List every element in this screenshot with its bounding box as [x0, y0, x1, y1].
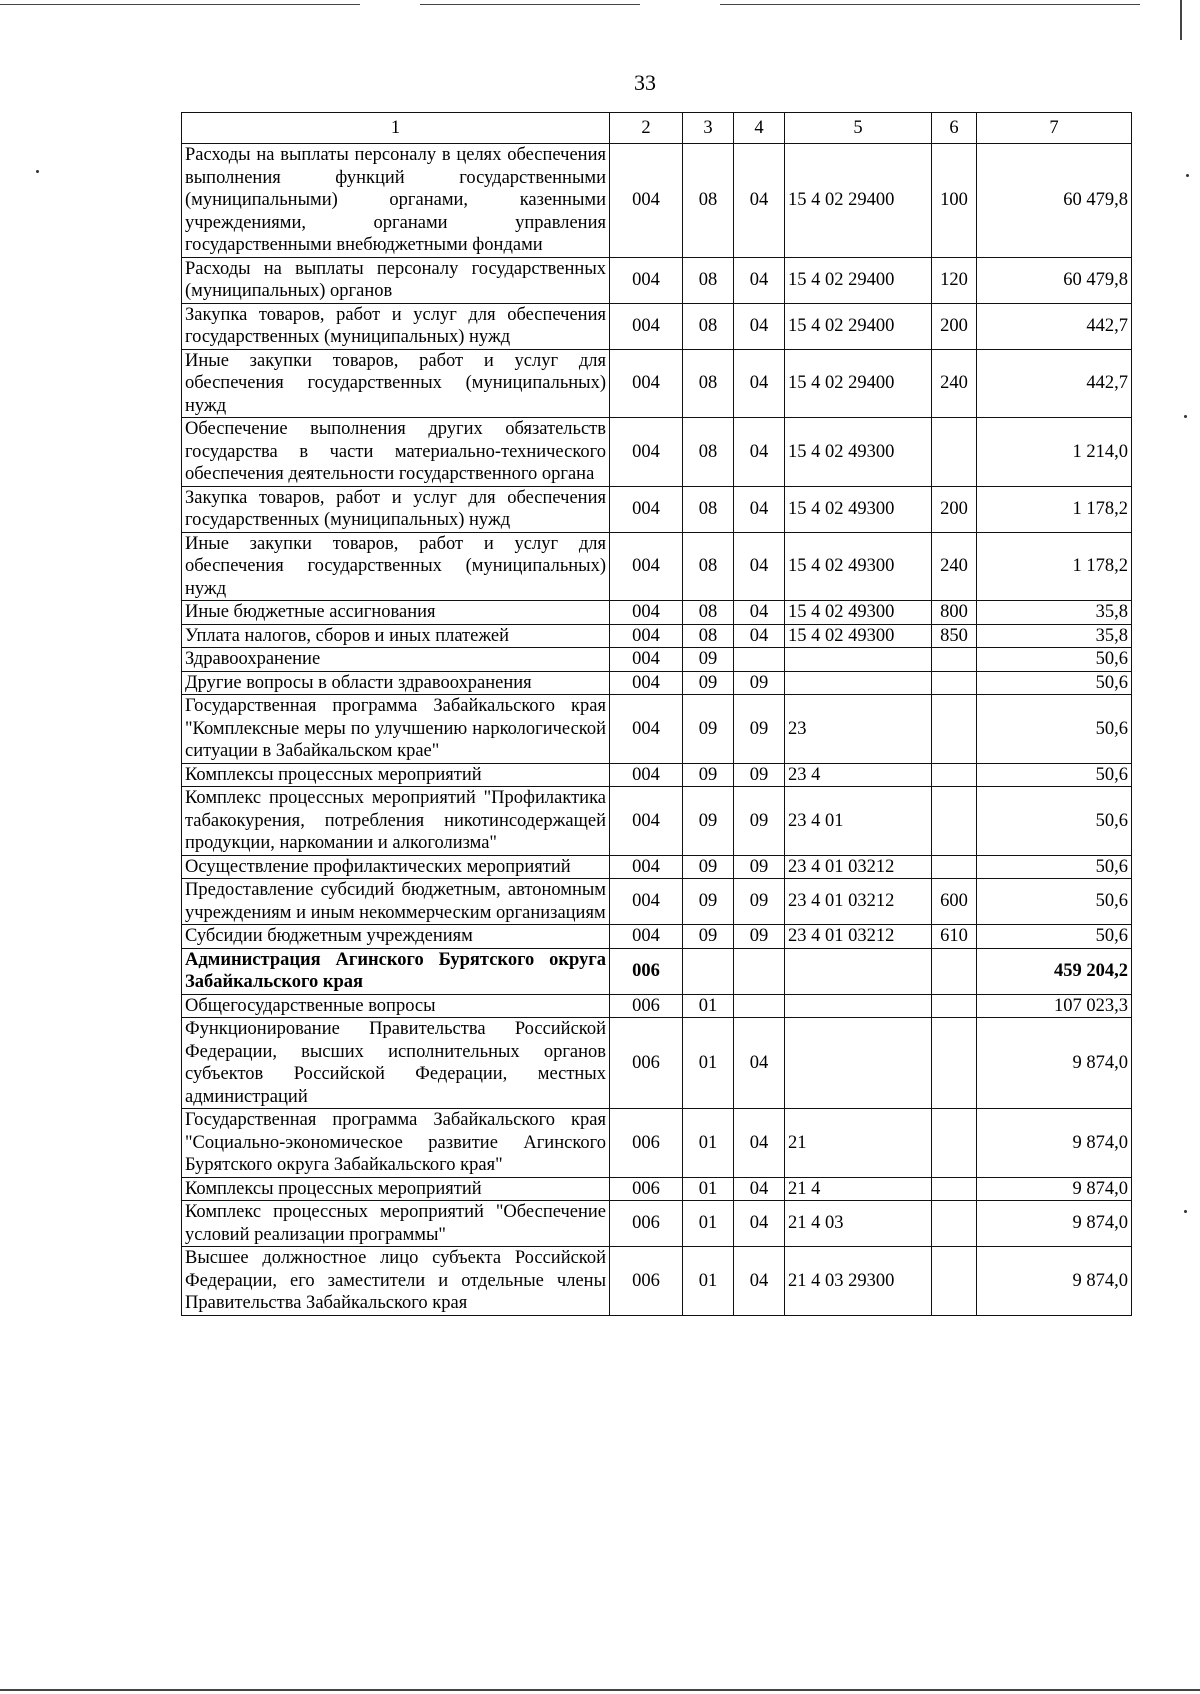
amount-cell: 9 874,0: [977, 1201, 1132, 1247]
ministry-code-cell: 004: [610, 486, 683, 532]
target-article-cell: 23 4 01: [785, 787, 932, 856]
subsection-code-cell: [734, 994, 785, 1018]
expense-type-cell: [932, 648, 977, 672]
target-article-cell: [785, 1018, 932, 1109]
expense-type-cell: [932, 1109, 977, 1178]
table-body: [182, 144, 1132, 1316]
section-code-cell: 09: [683, 763, 734, 787]
amount-cell: 60 479,8: [977, 257, 1132, 303]
row-name-cell: Расходы на выплаты персоналу государственных (муниципальных) органов: [182, 257, 610, 303]
row-name-cell: Закупка товаров, работ и услуг для обеспечения государственных (муниципальных) нужд: [182, 486, 610, 532]
row-name-cell: Государственная программа Забайкальского края "Комплексные меры по улучшению наркологической ситуации в Забайкальском крае": [182, 695, 610, 764]
row-name-cell: Функционирование Правительства Российской Федерации, высших исполнительных органов субъектов Российской Федерации, местных администраций: [182, 1018, 610, 1109]
ministry-code-cell: 004: [610, 303, 683, 349]
ministry-code-cell: 006: [610, 1018, 683, 1109]
target-article-cell: 15 4 02 49300: [785, 601, 932, 625]
ministry-code-cell: 004: [610, 855, 683, 879]
table-row: [182, 763, 1132, 787]
target-article-cell: 21 4 03: [785, 1201, 932, 1247]
ministry-code-cell: 004: [610, 257, 683, 303]
expense-type-cell: 600: [932, 879, 977, 925]
target-article-cell: 23 4 01 03212: [785, 925, 932, 949]
scan-speck: [1184, 1210, 1187, 1213]
target-article-cell: 21: [785, 1109, 932, 1178]
amount-cell: 1 214,0: [977, 418, 1132, 487]
row-name-cell: Иные бюджетные ассигнования: [182, 601, 610, 625]
row-name-cell: Высшее должностное лицо субъекта Российской Федерации, его заместители и отдельные члены Правительства Забайкальского края: [182, 1247, 610, 1316]
expense-type-cell: 800: [932, 601, 977, 625]
target-article-cell: 15 4 02 49300: [785, 418, 932, 487]
ministry-code-cell: 004: [610, 532, 683, 601]
expense-type-cell: 100: [932, 144, 977, 258]
ministry-code-cell: 006: [610, 948, 683, 994]
expense-type-cell: [932, 1177, 977, 1201]
section-code-cell: 08: [683, 418, 734, 487]
table-row: [182, 1018, 1132, 1109]
column-header-6: 6: [932, 113, 977, 144]
target-article-cell: 15 4 02 29400: [785, 257, 932, 303]
target-article-cell: 15 4 02 49300: [785, 486, 932, 532]
expense-type-cell: [932, 1247, 977, 1316]
table-row: [182, 486, 1132, 532]
table-row: [182, 601, 1132, 625]
expense-type-cell: [932, 695, 977, 764]
table-row: [182, 1177, 1132, 1201]
section-code-cell: 08: [683, 349, 734, 418]
section-code-cell: 09: [683, 648, 734, 672]
subsection-code-cell: 04: [734, 532, 785, 601]
amount-cell: 9 874,0: [977, 1109, 1132, 1178]
ministry-code-cell: 004: [610, 648, 683, 672]
subsection-code-cell: 09: [734, 787, 785, 856]
column-header-3: 3: [683, 113, 734, 144]
target-article-cell: 21 4: [785, 1177, 932, 1201]
row-name-cell: Комплексы процессных мероприятий: [182, 1177, 610, 1201]
subsection-code-cell: 04: [734, 601, 785, 625]
target-article-cell: [785, 948, 932, 994]
expense-type-cell: 610: [932, 925, 977, 949]
section-code-cell: 09: [683, 855, 734, 879]
table-header-row: [182, 113, 1132, 144]
scan-artifact-bottom-line: [0, 1689, 1200, 1691]
target-article-cell: [785, 648, 932, 672]
scan-artifact-top-line: [420, 4, 640, 5]
scan-artifact-edge-line: [1180, 0, 1182, 40]
expense-type-cell: 240: [932, 532, 977, 601]
table-row: [182, 1109, 1132, 1178]
subsection-code-cell: 04: [734, 349, 785, 418]
section-code-cell: 01: [683, 994, 734, 1018]
target-article-cell: 21 4 03 29300: [785, 1247, 932, 1316]
amount-cell: 442,7: [977, 303, 1132, 349]
table-row: [182, 671, 1132, 695]
row-name-cell: Администрация Агинского Бурятского округа Забайкальского края: [182, 948, 610, 994]
amount-cell: 60 479,8: [977, 144, 1132, 258]
ministry-code-cell: 006: [610, 1177, 683, 1201]
subsection-code-cell: 04: [734, 257, 785, 303]
expense-type-cell: [932, 787, 977, 856]
column-header-4: 4: [734, 113, 785, 144]
row-name-cell: Здравоохранение: [182, 648, 610, 672]
table-row: [182, 994, 1132, 1018]
amount-cell: 35,8: [977, 624, 1132, 648]
amount-cell: 9 874,0: [977, 1247, 1132, 1316]
row-name-cell: Иные закупки товаров, работ и услуг для обеспечения государственных (муниципальных) нужд: [182, 349, 610, 418]
table-row: [182, 948, 1132, 994]
target-article-cell: 15 4 02 49300: [785, 532, 932, 601]
ministry-code-cell: 004: [610, 671, 683, 695]
scan-speck: [1184, 415, 1187, 418]
subsection-code-cell: 04: [734, 1177, 785, 1201]
expense-type-cell: [932, 418, 977, 487]
section-code-cell: 08: [683, 144, 734, 258]
expense-type-cell: 120: [932, 257, 977, 303]
expense-type-cell: [932, 855, 977, 879]
ministry-code-cell: 006: [610, 994, 683, 1018]
ministry-code-cell: 006: [610, 1109, 683, 1178]
row-name-cell: Закупка товаров, работ и услуг для обеспечения государственных (муниципальных) нужд: [182, 303, 610, 349]
target-article-cell: 15 4 02 49300: [785, 624, 932, 648]
ministry-code-cell: 006: [610, 1247, 683, 1316]
row-name-cell: Общегосударственные вопросы: [182, 994, 610, 1018]
section-code-cell: 01: [683, 1109, 734, 1178]
section-code-cell: [683, 948, 734, 994]
scan-speck: [1186, 174, 1189, 177]
row-name-cell: Комплекс процессных мероприятий "Профилактика табакокурения, потребления никотинсодержащей продукции, наркомании и алкоголизма": [182, 787, 610, 856]
expense-type-cell: [932, 1018, 977, 1109]
section-code-cell: 08: [683, 624, 734, 648]
ministry-code-cell: 006: [610, 1201, 683, 1247]
amount-cell: 9 874,0: [977, 1018, 1132, 1109]
ministry-code-cell: 004: [610, 925, 683, 949]
column-header-7: 7: [977, 113, 1132, 144]
subsection-code-cell: 04: [734, 1109, 785, 1178]
table-row: [182, 144, 1132, 258]
subsection-code-cell: 09: [734, 695, 785, 764]
amount-cell: 107 023,3: [977, 994, 1132, 1018]
amount-cell: 50,6: [977, 787, 1132, 856]
table-row: [182, 1247, 1132, 1316]
subsection-code-cell: [734, 648, 785, 672]
target-article-cell: [785, 994, 932, 1018]
table-row: [182, 349, 1132, 418]
amount-cell: 50,6: [977, 648, 1132, 672]
target-article-cell: 23 4: [785, 763, 932, 787]
target-article-cell: 15 4 02 29400: [785, 349, 932, 418]
section-code-cell: 01: [683, 1201, 734, 1247]
section-code-cell: 01: [683, 1247, 734, 1316]
target-article-cell: 15 4 02 29400: [785, 144, 932, 258]
ministry-code-cell: 004: [610, 695, 683, 764]
subsection-code-cell: 04: [734, 1247, 785, 1316]
subsection-code-cell: 04: [734, 486, 785, 532]
subsection-code-cell: 04: [734, 418, 785, 487]
section-code-cell: 09: [683, 787, 734, 856]
ministry-code-cell: 004: [610, 879, 683, 925]
subsection-code-cell: 04: [734, 624, 785, 648]
table-row: [182, 624, 1132, 648]
amount-cell: 50,6: [977, 671, 1132, 695]
subsection-code-cell: 09: [734, 879, 785, 925]
scan-artifact-top-line: [0, 4, 360, 5]
expense-type-cell: 200: [932, 303, 977, 349]
section-code-cell: 01: [683, 1177, 734, 1201]
amount-cell: 50,6: [977, 879, 1132, 925]
table-row: [182, 303, 1132, 349]
subsection-code-cell: 09: [734, 763, 785, 787]
page-number: 33: [634, 70, 656, 95]
expense-type-cell: [932, 763, 977, 787]
amount-cell: 50,6: [977, 925, 1132, 949]
subsection-code-cell: 09: [734, 855, 785, 879]
row-name-cell: Субсидии бюджетным учреждениям: [182, 925, 610, 949]
ministry-code-cell: 004: [610, 787, 683, 856]
ministry-code-cell: 004: [610, 763, 683, 787]
row-name-cell: Уплата налогов, сборов и иных платежей: [182, 624, 610, 648]
table-row: [182, 695, 1132, 764]
target-article-cell: [785, 671, 932, 695]
section-code-cell: 08: [683, 257, 734, 303]
amount-cell: 9 874,0: [977, 1177, 1132, 1201]
amount-cell: 1 178,2: [977, 532, 1132, 601]
section-code-cell: 09: [683, 695, 734, 764]
table-row: [182, 855, 1132, 879]
ministry-code-cell: 004: [610, 349, 683, 418]
row-name-cell: Осуществление профилактических мероприятий: [182, 855, 610, 879]
amount-cell: 50,6: [977, 855, 1132, 879]
subsection-code-cell: 04: [734, 1201, 785, 1247]
subsection-code-cell: 04: [734, 1018, 785, 1109]
amount-cell: 50,6: [977, 695, 1132, 764]
amount-cell: 442,7: [977, 349, 1132, 418]
ministry-code-cell: 004: [610, 418, 683, 487]
scan-speck: [36, 170, 39, 173]
expense-type-cell: 850: [932, 624, 977, 648]
amount-cell: 50,6: [977, 763, 1132, 787]
table-row: [182, 648, 1132, 672]
expense-type-cell: [932, 1201, 977, 1247]
target-article-cell: 23: [785, 695, 932, 764]
ministry-code-cell: 004: [610, 624, 683, 648]
section-code-cell: 08: [683, 532, 734, 601]
row-name-cell: Другие вопросы в области здравоохранения: [182, 671, 610, 695]
section-code-cell: 08: [683, 303, 734, 349]
table-row: [182, 257, 1132, 303]
budget-table: [181, 112, 1132, 1316]
row-name-cell: Государственная программа Забайкальского края "Социально-экономическое развитие Агинского Бурятского округа Забайкальского края": [182, 1109, 610, 1178]
expense-type-cell: [932, 948, 977, 994]
section-code-cell: 01: [683, 1018, 734, 1109]
table-row: [182, 879, 1132, 925]
expense-type-cell: [932, 994, 977, 1018]
section-code-cell: 08: [683, 601, 734, 625]
subsection-code-cell: 09: [734, 925, 785, 949]
subsection-code-cell: 04: [734, 303, 785, 349]
table-row: [182, 787, 1132, 856]
row-name-cell: Иные закупки товаров, работ и услуг для обеспечения государственных (муниципальных) нужд: [182, 532, 610, 601]
section-code-cell: 09: [683, 671, 734, 695]
section-code-cell: 08: [683, 486, 734, 532]
row-name-cell: Комплексы процессных мероприятий: [182, 763, 610, 787]
table-row: [182, 925, 1132, 949]
target-article-cell: 23 4 01 03212: [785, 855, 932, 879]
ministry-code-cell: 004: [610, 601, 683, 625]
section-code-cell: 09: [683, 925, 734, 949]
subsection-code-cell: [734, 948, 785, 994]
target-article-cell: 15 4 02 29400: [785, 303, 932, 349]
amount-cell: 1 178,2: [977, 486, 1132, 532]
table-row: [182, 418, 1132, 487]
row-name-cell: Обеспечение выполнения других обязательств государства в части материально-технического обеспечения деятельности государственного органа: [182, 418, 610, 487]
ministry-code-cell: 004: [610, 144, 683, 258]
column-header-1: 1: [182, 113, 610, 144]
table-row: [182, 1201, 1132, 1247]
row-name-cell: Предоставление субсидий бюджетным, автономным учреждениям и иным некоммерческим организациям: [182, 879, 610, 925]
amount-cell: 459 204,2: [977, 948, 1132, 994]
expense-type-cell: 200: [932, 486, 977, 532]
table-row: [182, 532, 1132, 601]
subsection-code-cell: 09: [734, 671, 785, 695]
subsection-code-cell: 04: [734, 144, 785, 258]
amount-cell: 35,8: [977, 601, 1132, 625]
scan-artifact-top-line: [720, 4, 1140, 5]
column-header-5: 5: [785, 113, 932, 144]
row-name-cell: Расходы на выплаты персоналу в целях обеспечения выполнения функций государственными (муниципальными) органами, казенными учреждениями, органами управления государственными внебюджетными фондами: [182, 144, 610, 258]
expense-type-cell: [932, 671, 977, 695]
row-name-cell: Комплекс процессных мероприятий "Обеспечение условий реализации программы": [182, 1201, 610, 1247]
expense-type-cell: 240: [932, 349, 977, 418]
column-header-2: 2: [610, 113, 683, 144]
section-code-cell: 09: [683, 879, 734, 925]
target-article-cell: 23 4 01 03212: [785, 879, 932, 925]
